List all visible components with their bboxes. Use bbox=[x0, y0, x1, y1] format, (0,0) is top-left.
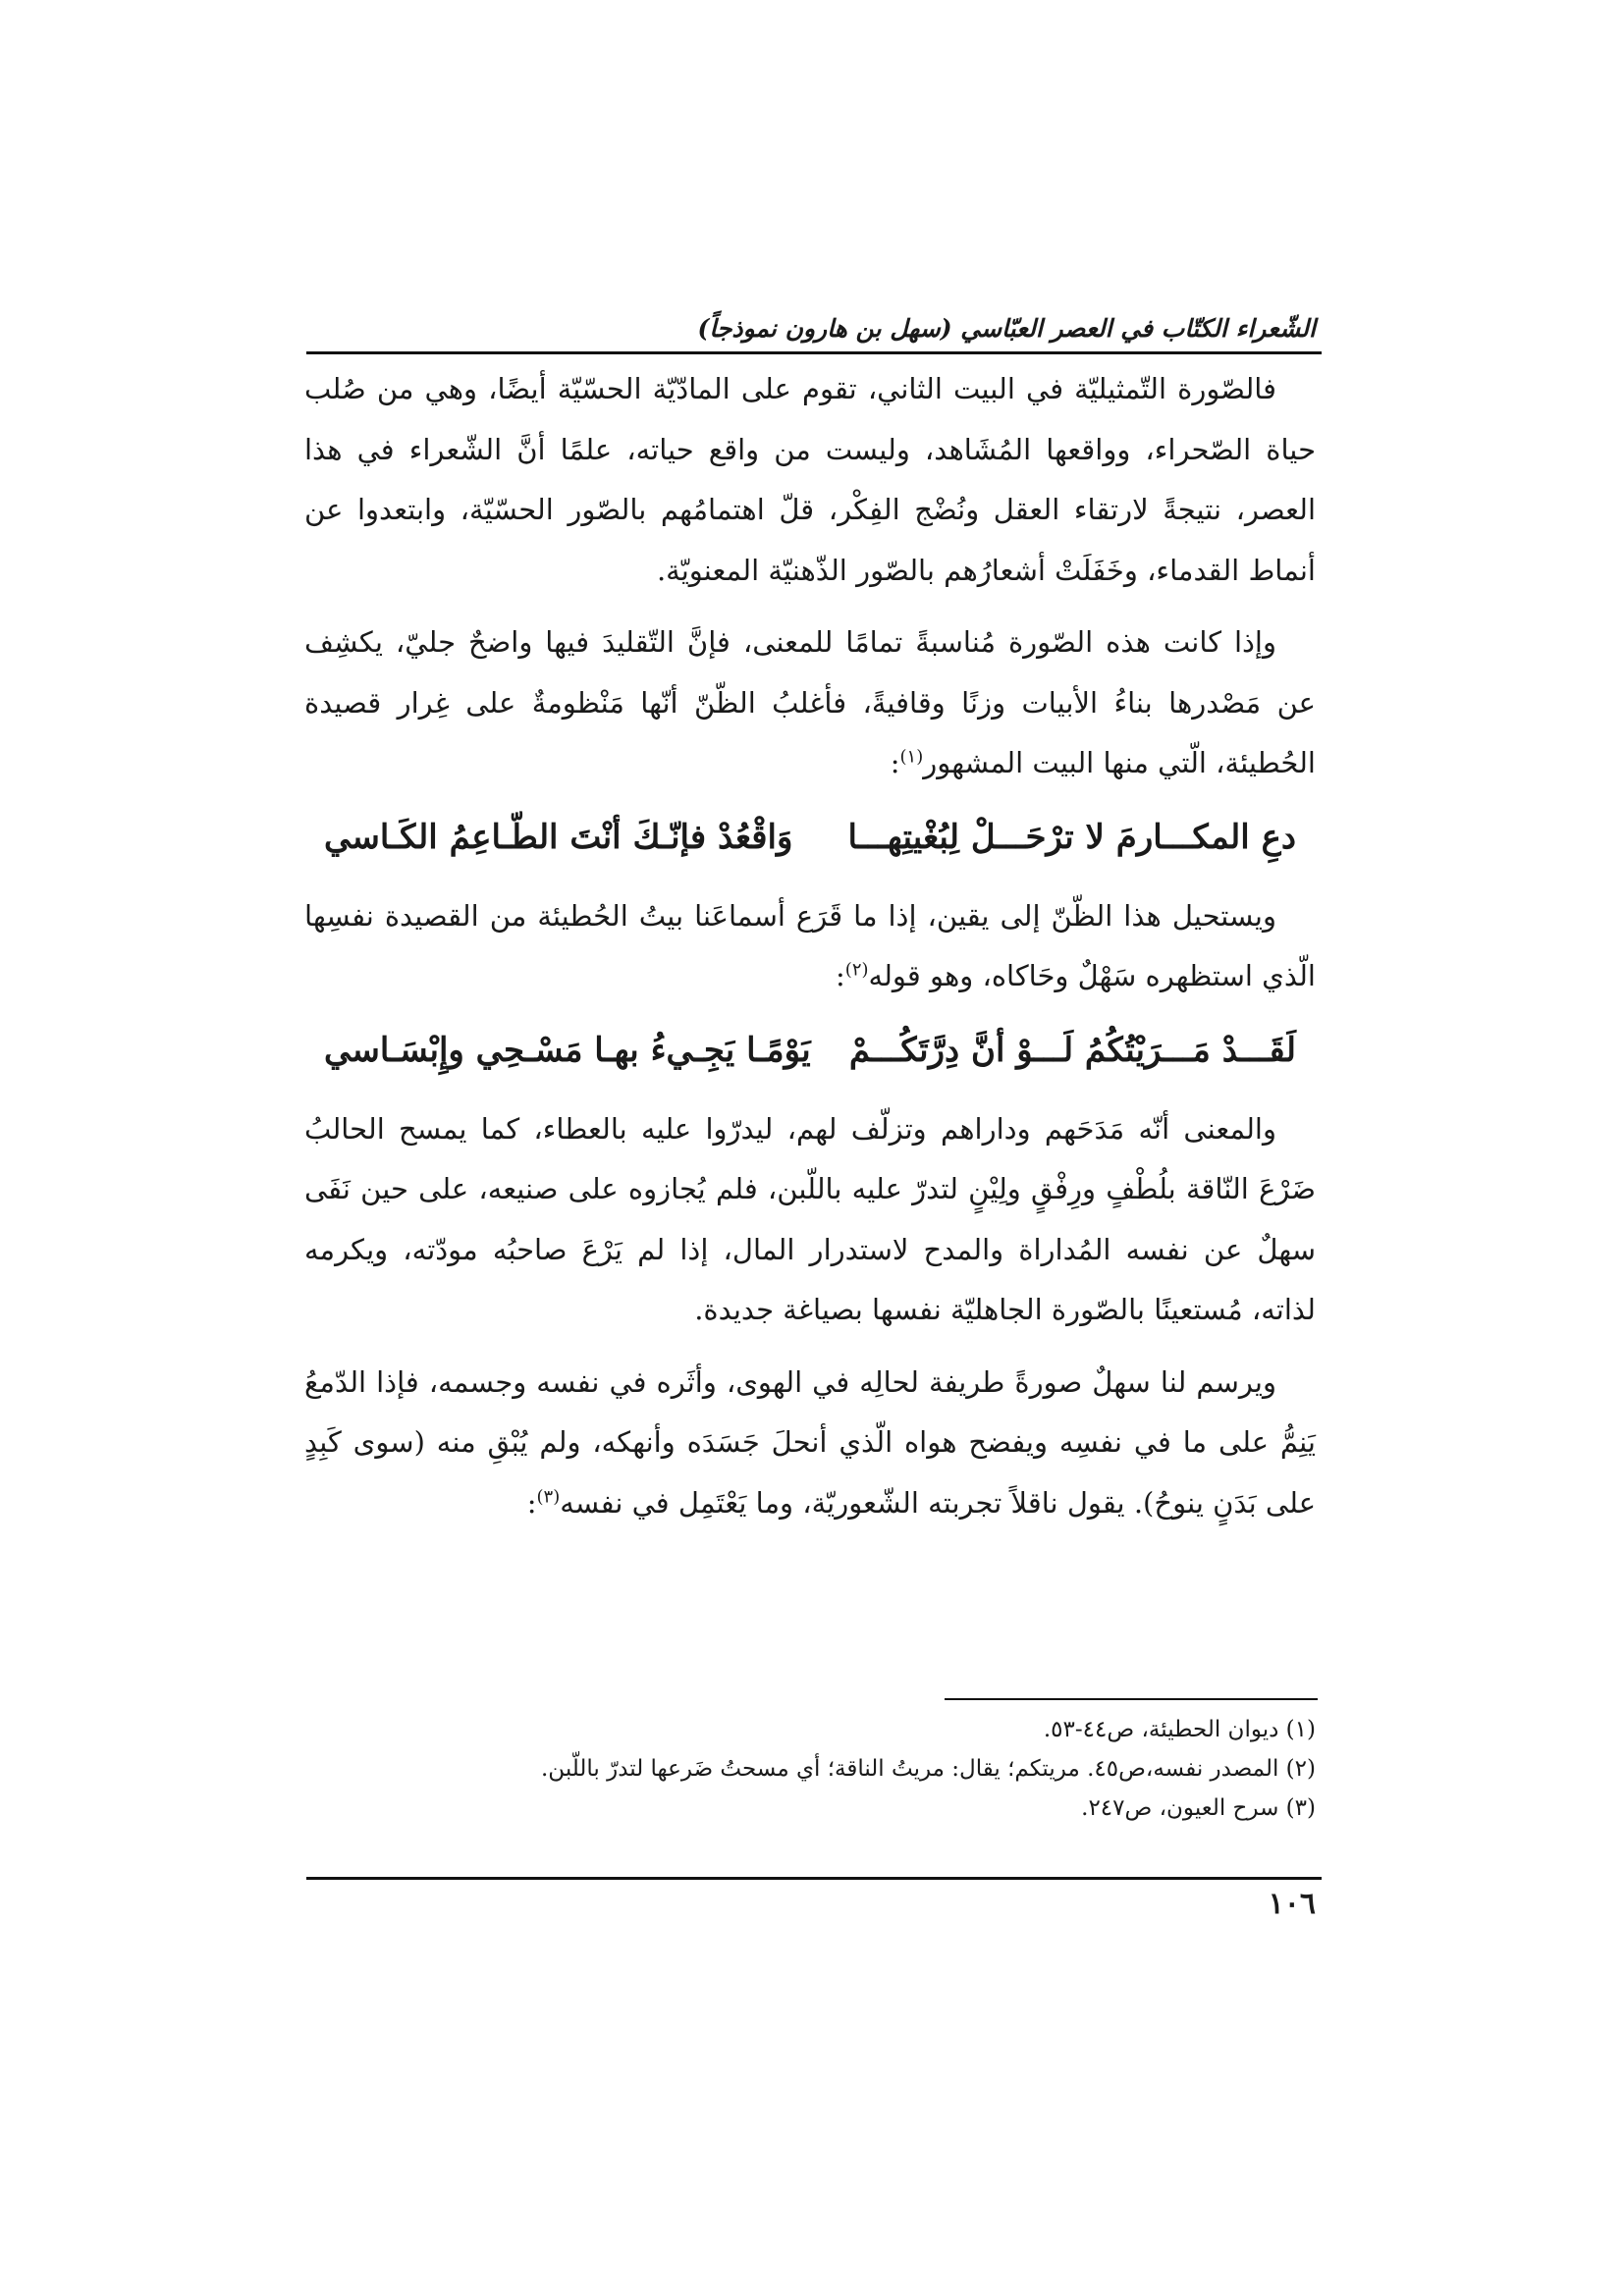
paragraph-4: والمعنى أنّه مَدَحَهم وداراهم وتزلّف لهم، ليدرّوا عليه بالعطاء، كما يمسح الحالبُ ضَرْعَ النّاقة بلُطْفٍ ورِفْقٍ ولِيْنٍ لتدرّ عليه باللّبن، فلم يُجازوه على صنيعه، على حين نَفَى سهلٌ عن نفسه المُداراة والمدح لاستدرار المال، إذا لم يَرْعَ صاحبُه مودّته، ويكرمه لذاته، مُستعينًا بالصّورة الجاهليّة نفسها بصياغة جديدة. bbox=[304, 1111, 1316, 1326]
verse-1-first-hemistich: دعِ المكـــارمَ لا ترْحَـــلْ لِبُغْيتِهـــا bbox=[847, 817, 1296, 857]
footnote-ref-2[interactable]: (٢) bbox=[844, 959, 869, 981]
footnote-1: (١) ديوان الحطيئة، ص٤٤-٥٣. bbox=[1043, 1717, 1316, 1742]
paragraph-3-text: ويستحيل هذا الظّنّ إلى يقين، إذا ما قَرَع أسماعَنا بيتُ الحُطيئة من القصيدة نفسِها الّذي استظهره سَهْلٌ وحَاكاه، وهو قوله bbox=[304, 898, 1316, 992]
footnote-ref-3[interactable]: (٣) bbox=[536, 1485, 561, 1507]
verse-2-second-hemistich: يَوْمًـا يَجِـيءُ بهـا مَسْـحِي وإِبْسَـاسي bbox=[324, 1030, 811, 1070]
paragraph-1: فالصّورة التّمثيليّة في البيت الثاني، تقوم على المادّيّة الحسّيّة أيضًا، وهي من صُلب حياة الصّحراء، وواقعها المُشَاهد، وليست من واقع حياته، علمًا أنَّ الشّعراء في هذا العصر، نتيجةً لارتقاء العقل ونُضْج الفِكْر، قلّ اهتمامُهم بالصّور الحسّيّة، وابتعدوا عن أنماط القدماء، وخَفَلَتْ أشعارُهم بالصّور الذّهنيّة المعنويّة. bbox=[304, 372, 1316, 587]
footnote-ref-1[interactable]: (١) bbox=[899, 746, 924, 768]
running-header: الشّعراء الكتّاب في العصر العبّاسي (سهل بن هارون نموذجاً) bbox=[697, 314, 1316, 343]
verse-1 bbox=[324, 818, 1296, 857]
verse-1-second-hemistich: وَاقْعُدْ فإنّـكَ أنْتَ الطّـاعِمُ الكَـاسي bbox=[324, 817, 793, 857]
paragraph-2-text: وإذا كانت هذه الصّورة مُناسبةً تمامًا للمعنى، فإنَّ التّقليدَ فيها واضحٌ جليّ، يكشِف عن مَصْدرها بناءُ الأبيات وزنًا وقافيةً، فأغلبُ الظّنّ أنّها مَنْظومةٌ على غِرار قصيدة الحُطيئة، الّتي منها البيت المشهور bbox=[304, 625, 1316, 779]
body-text bbox=[304, 359, 1316, 1545]
footnote-separator bbox=[945, 1698, 1318, 1700]
footer-rule bbox=[306, 1877, 1322, 1880]
footnote-2: (٢) المصدر نفسه،ص٤٥. مريتكم؛ يقال: مريتُ الناقة؛ أي مسحتُ ضَرعها لتدرّ باللّبن. bbox=[541, 1756, 1316, 1782]
header-rule bbox=[306, 351, 1322, 354]
paragraph-3: ويستحيل هذا الظّنّ إلى يقين، إذا ما قَرَع أسماعَنا بيتُ الحُطيئة من القصيدة نفسِها الّذي استظهره سَهْلٌ وحَاكاه، وهو قوله$^{(٢)}$: bbox=[304, 898, 1316, 992]
footnotes bbox=[304, 1710, 1316, 1828]
verse-2 bbox=[324, 1031, 1296, 1070]
page-number: ١٠٦ bbox=[1268, 1887, 1316, 1921]
paragraph-5-text: ويرسم لنا سهلٌ صورةً طريفة لحالِه في الهوى، وأثَره في نفسه وجسمه، فإذا الدّمعُ يَنِمُّ على ما في نفسِه ويفضح هواه الّذي أنحلَ جَسَدَه وأنهكه، ولم يُبْقِ منه (سوى كَبِدٍ على بَدَنٍ ينوحُ). يقول ناقلاً تجربته الشّعوريّة، وما يَعْتَمِل في نفسه bbox=[304, 1364, 1316, 1520]
footnote-3: (٣) سرح العيون، ص٢٤٧. bbox=[1081, 1795, 1316, 1821]
verse-2-first-hemistich: لَقَـــدْ مَـــرَيْتُكُمُ لَـــوْ أنَّ دِرَّتَكُـــمْ bbox=[848, 1030, 1296, 1070]
paragraph-5: ويرسم لنا سهلٌ صورةً طريفة لحالِه في الهوى، وأثَره في نفسه وجسمه، فإذا الدّمعُ يَنِمُّ على ما في نفسِه ويفضح هواه الّذي أنحلَ جَسَدَه وأنهكه، ولم يُبْقِ منه (سوى كَبِدٍ على بَدَنٍ ينوحُ). يقول ناقلاً تجربته الشّعوريّة، وما يَعْتَمِل في نفسه$^{(٣)}$: bbox=[304, 1364, 1316, 1520]
paragraph-2: وإذا كانت هذه الصّورة مُناسبةً تمامًا للمعنى، فإنَّ التّقليدَ فيها واضحٌ جليّ، يكشِف عن مَصْدرها بناءُ الأبيات وزنًا وقافيةً، فأغلبُ الظّنّ أنّها مَنْظومةٌ على غِرار قصيدة الحُطيئة، الّتي منها البيت المشهور$^{(١)}$: bbox=[304, 625, 1316, 779]
